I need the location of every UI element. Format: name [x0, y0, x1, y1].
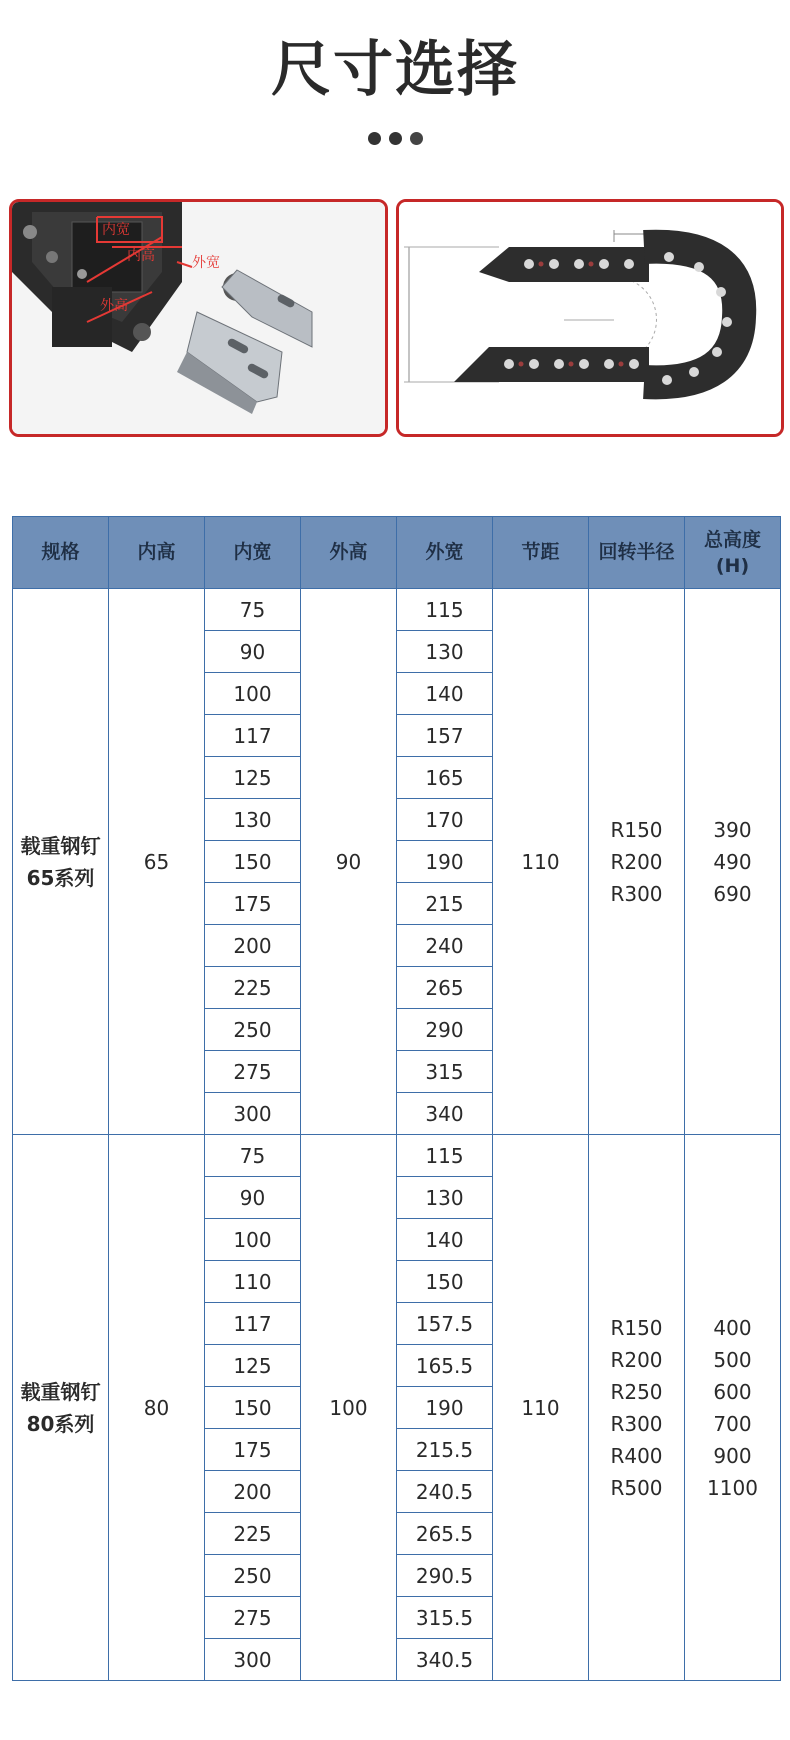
drag-chain-loop-illustration: [399, 202, 781, 434]
total-height-cell: [685, 589, 781, 1135]
inner-width-cell: 275: [205, 1597, 301, 1639]
label-outer-width: 外宽: [192, 255, 220, 271]
bend-radius-value: R200: [610, 849, 663, 874]
inner-height-cell: 65: [109, 589, 205, 1135]
total-height-value: 400: [713, 1315, 752, 1340]
outer-width-cell: 165: [397, 757, 493, 799]
outer-width-cell: 215: [397, 883, 493, 925]
inner-width-cell: 200: [205, 1471, 301, 1513]
inner-width-cell: 75: [205, 1135, 301, 1177]
total-height-value: 900: [713, 1443, 752, 1468]
bend-radius-value: R150: [610, 1315, 663, 1340]
series-name-line1: 载重钢钉: [20, 1379, 101, 1404]
inner-width-cell: 150: [205, 841, 301, 883]
outer-width-cell: 130: [397, 631, 493, 673]
outer-width-cell: 240.5: [397, 1471, 493, 1513]
outer-width-cell: 150: [397, 1261, 493, 1303]
bend-radius-cell: [589, 589, 685, 1135]
inner-width-cell: 90: [205, 1177, 301, 1219]
inner-width-cell: 125: [205, 757, 301, 799]
inner-width-cell: 225: [205, 967, 301, 1009]
outer-width-cell: 140: [397, 673, 493, 715]
total-height-value: 600: [713, 1379, 752, 1404]
outer-height-cell: 100: [301, 1135, 397, 1681]
series-name-line2: 65系列: [26, 865, 95, 890]
header-total-height-line1: 总高度: [703, 528, 761, 551]
spec-table: [12, 516, 781, 1681]
total-height-value: 390: [713, 817, 752, 842]
bend-radius-value: R300: [610, 881, 663, 906]
inner-width-cell: 117: [205, 1303, 301, 1345]
total-height-value: 490: [713, 849, 752, 874]
series-name-cell: [13, 1135, 109, 1681]
inner-width-cell: 100: [205, 1219, 301, 1261]
page-title: 尺寸选择: [271, 35, 519, 105]
inner-width-cell: 175: [205, 883, 301, 925]
header-inner-height: 内高: [109, 517, 205, 589]
outer-width-cell: 170: [397, 799, 493, 841]
outer-width-cell: 290: [397, 1009, 493, 1051]
outer-width-cell: 190: [397, 1387, 493, 1429]
table-row: [13, 1135, 781, 1177]
outer-width-cell: 157: [397, 715, 493, 757]
inner-width-cell: 200: [205, 925, 301, 967]
inner-height-cell: 80: [109, 1135, 205, 1681]
outer-height-cell: 90: [301, 589, 397, 1135]
inner-width-cell: 110: [205, 1261, 301, 1303]
inner-width-cell: 90: [205, 631, 301, 673]
total-height-value: 500: [713, 1347, 752, 1372]
outer-width-cell: 115: [397, 589, 493, 631]
header-total-height: [685, 517, 781, 589]
inner-width-cell: 75: [205, 589, 301, 631]
outer-width-cell: 165.5: [397, 1345, 493, 1387]
header-outer-width: 外宽: [397, 517, 493, 589]
outer-width-cell: 190: [397, 841, 493, 883]
inner-width-cell: 117: [205, 715, 301, 757]
title-dots-decoration: [0, 130, 790, 149]
bend-radius-value: R300: [610, 1411, 663, 1436]
drag-chain-section-illustration: [12, 202, 385, 434]
series-name-line1: 载重钢钉: [20, 833, 101, 858]
bend-radius-value: R250: [610, 1379, 663, 1404]
outer-width-cell: 157.5: [397, 1303, 493, 1345]
bend-radius-value: R200: [610, 1347, 663, 1372]
outer-width-cell: 215.5: [397, 1429, 493, 1471]
outer-width-cell: 340.5: [397, 1639, 493, 1681]
outer-width-cell: 315.5: [397, 1597, 493, 1639]
inner-width-cell: 300: [205, 1639, 301, 1681]
bend-radius-value: R150: [610, 817, 663, 842]
inner-width-cell: 275: [205, 1051, 301, 1093]
total-height-value: 700: [713, 1411, 752, 1436]
pitch-cell: 110: [493, 1135, 589, 1681]
spec-table-header: [13, 517, 781, 589]
outer-width-cell: 340: [397, 1093, 493, 1135]
dot-icon: [389, 132, 402, 145]
outer-width-cell: 315: [397, 1051, 493, 1093]
header-bend-radius: 回转半径: [589, 517, 685, 589]
inner-width-cell: 130: [205, 799, 301, 841]
total-height-value: 690: [713, 881, 752, 906]
header-outer-height: 外高: [301, 517, 397, 589]
outer-width-cell: 140: [397, 1219, 493, 1261]
outer-width-cell: 265: [397, 967, 493, 1009]
inner-width-cell: 150: [205, 1387, 301, 1429]
spec-table-body: [13, 589, 781, 1681]
header-pitch: 节距: [493, 517, 589, 589]
inner-width-cell: 125: [205, 1345, 301, 1387]
drag-chain-section-photo: [9, 199, 388, 437]
outer-width-cell: 240: [397, 925, 493, 967]
inner-width-cell: 300: [205, 1093, 301, 1135]
outer-width-cell: 290.5: [397, 1555, 493, 1597]
total-height-value: 1100: [707, 1475, 758, 1500]
header-spec: 规格: [13, 517, 109, 589]
header-total-height-line2: (H): [715, 554, 750, 577]
inner-width-cell: 225: [205, 1513, 301, 1555]
label-inner-width: 内宽: [102, 222, 130, 238]
inner-width-cell: 175: [205, 1429, 301, 1471]
table-row: [13, 589, 781, 631]
bend-radius-value: R400: [610, 1443, 663, 1468]
label-inner-height: 内高: [127, 248, 155, 264]
dot-icon: [410, 132, 423, 145]
pitch-cell: 110: [493, 589, 589, 1135]
series-name-cell: [13, 589, 109, 1135]
outer-width-cell: 130: [397, 1177, 493, 1219]
series-name-line2: 80系列: [26, 1411, 95, 1436]
label-outer-height: 外高: [100, 298, 128, 314]
drag-chain-loop-diagram: [396, 199, 784, 437]
header-inner-width: 内宽: [205, 517, 301, 589]
inner-width-cell: 250: [205, 1009, 301, 1051]
outer-width-cell: 115: [397, 1135, 493, 1177]
total-height-cell: [685, 1135, 781, 1681]
bend-radius-value: R500: [610, 1475, 663, 1500]
outer-width-cell: 265.5: [397, 1513, 493, 1555]
dot-icon: [368, 132, 381, 145]
inner-width-cell: 250: [205, 1555, 301, 1597]
inner-width-cell: 100: [205, 673, 301, 715]
bend-radius-cell: [589, 1135, 685, 1681]
